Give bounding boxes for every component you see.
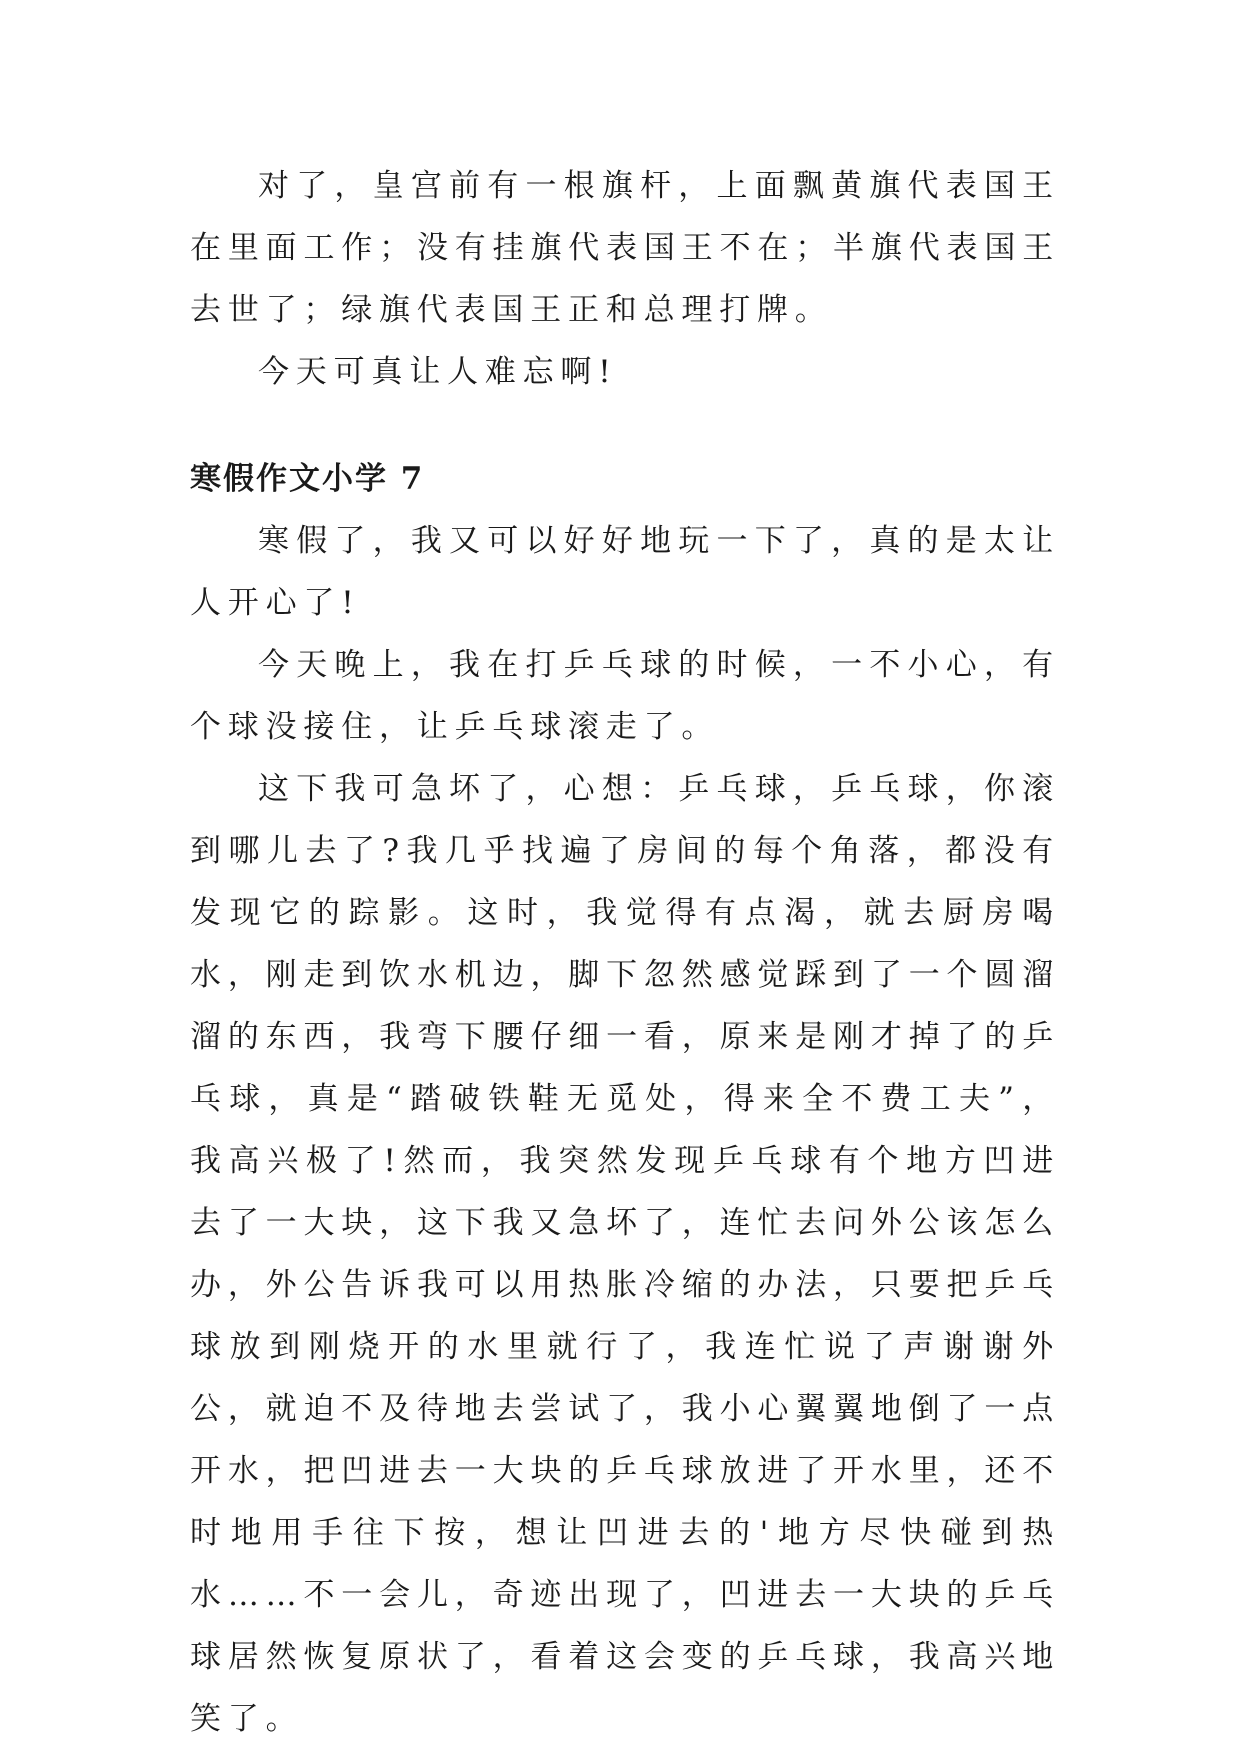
paragraph-winter-vacation: 寒假了，我又可以好好地玩一下了，真的是太让人开心了! (190, 523, 1060, 621)
paragraph-flagpole: 对了，皇宫前有一根旗杆，上面飘黄旗代表国王在里面工作；没有挂旗代表国王不在；半旗代表国王去世了；绿旗代表国王正和总理打牌。 (190, 168, 1060, 328)
paragraph-ball-lost: 今天晚上，我在打乒乓球的时候，一不小心，有个球没接住，让乒乓球滚走了。 (190, 647, 1060, 745)
paragraph-ball-found: 这下我可急坏了，心想：乒乓球，乒乓球，你滚到哪儿去了?我几乎找遍了房间的每个角落，都没有发现它的踪影。这时，我觉得有点渴，就去厨房喝水，刚走到饮水机边，脚下忽然感觉踩到了一个圆溜溜的东西，我弯下腰仔细一看，原来是刚才掉了的乒乓球，真是“踏破铁鞋无觅处，得来全不费工夫”，我高兴极了!然而，我突然发现乒乓球有个地方凹进去了一大块，这下我又急坏了，连忙去问外公该怎么办，外公告诉我可以用热胀冷缩的办法，只要把乒乓球放到刚烧开的水里就行了，我连忙说了声谢谢外公，就迫不及待地去尝试了，我小心翼翼地倒了一点开水，把凹进去一大块的乒乓球放进了开水里，还不时地用手往下按，想让凹进去的'地方尽快碰到热水……不一会儿，奇迹出现了，凹进去一大块的乒乓球居然恢复原状了，看着这会变的乒乓球，我高兴地笑了。 (190, 771, 1061, 1737)
paragraph-unforgettable: 今天可真让人难忘啊! (258, 354, 618, 390)
section-title: 寒假作文小学 7 (190, 461, 425, 497)
document-page (190, 155, 1060, 1750)
